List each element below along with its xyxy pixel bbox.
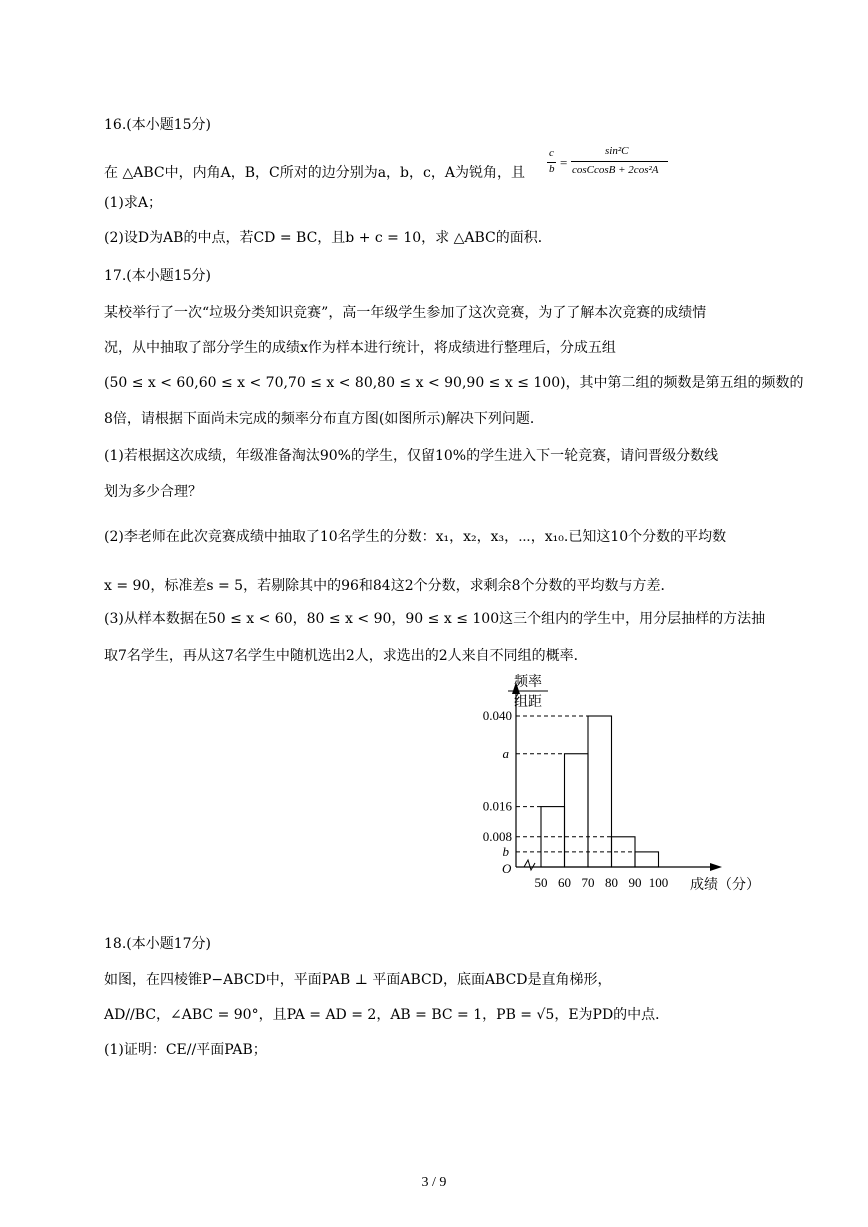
x-tick-label: 80 [605,875,618,890]
q18-part1: (1)证明：CE//平面PAB； [104,1042,267,1058]
q16-header: 16.(本小题15分) [104,117,212,133]
q16-frac-right-num: sin²C [605,145,629,157]
q16-frac-right-bar [571,161,668,162]
q17-line4: 8倍，请根据下面尚未完成的频率分布直方图(如图所示)解决下列问题． [104,411,544,427]
x-tick-label: 90 [628,875,642,890]
y-label-top: 频率 [514,675,542,690]
q17-header: 17.(本小题15分) [104,268,212,284]
x-tick-label: 60 [558,875,571,890]
axis-break-mark [524,860,535,870]
q17-line3: (50 ≤ x < 60,60 ≤ x < 70,70 ≤ x < 80,80 ≤ x < 90,90 ≤ x ≤ 100)，其中第二组的频数是第五组的频数的 [104,375,804,391]
q16-frac-left-num: c [549,147,554,159]
y-tick-label: 0.008 [482,828,512,844]
x-tick-label: 50 [534,875,548,890]
x-axis-label: 成绩（分） [690,878,760,893]
y-tick-label: b [502,843,509,859]
x-tick-label: 70 [581,875,595,890]
y-label-bottom: 组距 [514,695,542,710]
histogram-bar [565,754,589,867]
q17-part1-a: (1)若根据这次成绩，年级准备淘汰90%的学生，仅留10%的学生进入下一轮竞赛，请问晋级分数线 [104,448,719,464]
q17-line2: 况，从中抽取了部分学生的成绩x作为样本进行统计，将成绩进行整理后，分成五组 [104,340,616,356]
q17-part3-a: (3)从样本数据在50 ≤ x < 60，80 ≤ x < 90，90 ≤ x ≤ 100这三个组内的学生中，用分层抽样的方法抽 [104,611,766,627]
y-tick-label: 0.040 [482,708,512,723]
frequency-histogram [468,672,778,897]
q17-part2-b: x = 90，标准差s = 5，若剔除其中的96和84这2个分数，求剩余8个分数的平均数与方差． [104,578,675,594]
origin-label: O [502,861,512,876]
histogram-bar [588,716,612,867]
q16-stem: 在 △ABC中，内角A，B，C所对的边分别为a，b，c，A为锐角，且 [104,165,525,181]
x-tick-label: 100 [648,875,669,890]
q16-frac-right-den: cosCcosB + 2cos²A [572,164,659,176]
q17-part3-b: 取7名学生，再从这7名学生中随机选出2人，求选出的2人来自不同组的概率． [104,648,588,664]
q16-part1: (1)求A； [104,195,162,211]
histogram-bar [635,852,659,867]
q16-frac-left-den: b [549,163,555,175]
x-axis-arrow [710,863,722,871]
q18-line2: AD//BC，∠ABC = 90°，且PA = AD = 2，AB = BC = 1，PB = √5，E为PD的中点． [104,1007,670,1023]
q18-header: 18.(本小题17分) [104,936,212,952]
q18-line1: 如图，在四棱锥P−ABCD中，平面PAB ⊥ 平面ABCD，底面ABCD是直角梯形， [104,972,612,988]
y-tick-label: 0.016 [482,798,512,814]
y-tick-label: a [502,745,509,761]
q17-part1-b: 划为多少合理？ [104,484,202,500]
q17-line1: 某校举行了一次“垃圾分类知识竞赛”，高一年级学生参加了这次竞赛，为了了解本次竞赛的成绩情 [104,305,707,321]
page-number: 3 / 9 [421,1175,447,1190]
q16-part2: (2)设D为AB的中点，若CD = BC，且b + c = 10，求 △ABC的面积． [104,230,552,246]
q16-equals: = [560,155,568,170]
q17-part2-a: (2)李老师在此次竞赛成绩中抽取了10名学生的分数：x₁，x₂，x₃，⋯，x₁₀.已知这10个分数的平均数 [104,529,727,545]
